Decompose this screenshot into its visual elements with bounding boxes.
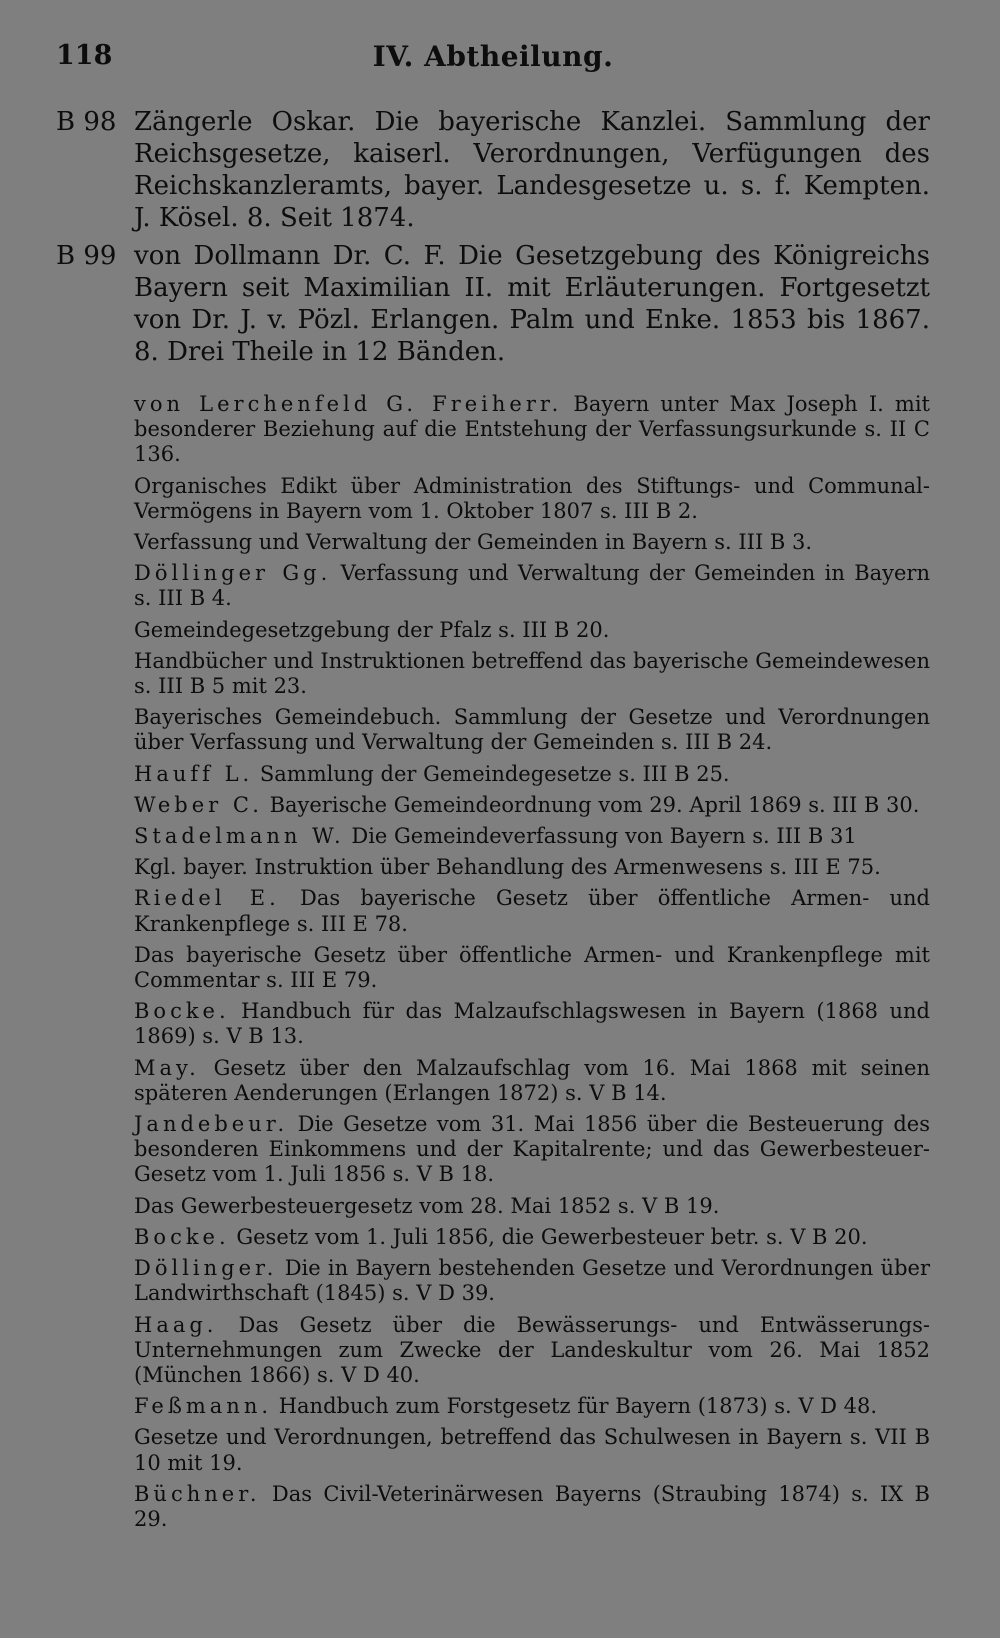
reference-text: Bayerische Gemeindeordnung vom 29. April 1869 s. III B 30. [262,792,920,817]
reference-author: Bocke. [134,1224,230,1249]
reference-text: Handbuch zum Forstgesetz für Bayern (1873) s. V D 48. [272,1394,878,1419]
entry-text: Die bayerische Kanzlei. Sammlung der Reichsgesetze, kaiserl. Verordnungen, Verfügungen des Reichskanzleramts, bayer. Landesgesetze u. s. f. Kempten. J. Kösel. 8. Seit 1874. [134,107,930,233]
reference-author: May. [134,1055,200,1080]
reference-item [134,1394,930,1419]
reference-text: Das Civil-Veterinärwesen Bayerns (Straubing 1874) s. IX B 29. [134,1481,930,1531]
reference-text: Gesetz vom 1. Juli 1856, die Gewerbesteuer betr. s. V B 20. [229,1224,868,1249]
catalog-entry [56,240,930,368]
section-title: IV. Abtheilung. [372,40,614,73]
reference-author: Stadelmann W. [134,824,345,849]
reference-author: Döllinger. [134,1256,278,1281]
reference-item [134,1425,930,1475]
reference-text: Gemeindegesetzgebung der Pfalz s. III B 20. [134,617,610,642]
reference-item [134,474,930,524]
reference-author: von Lerchenfeld G. Freiherr. [134,392,563,416]
reference-item [134,762,930,787]
entry-author: Zängerle Oskar. [134,107,356,137]
entry-text: Die Gesetzgebung des Königreichs Bayern seit Maximilian II. mit Erläuterungen. Fortgesetzt von Dr. J. v. Pözl. Erlangen. Palm und Enke. 1853 bis 1867. 8. Drei Theile in 12 Bänden. [134,241,930,367]
entry-code: B 98 [56,107,117,137]
reference-item [134,1225,930,1250]
reference-text: Organisches Edikt über Administration des Stiftungs- und Communal-Vermögens in Bayern vom 1. Oktober 1807 s. III B 2. [134,473,930,523]
reference-author: Hauff L. [134,761,254,786]
catalog-entries [56,106,930,374]
reference-text: Das Gewerbesteuergesetz vom 28. Mai 1852 s. V B 19. [134,1193,720,1218]
reference-text: Gesetz über den Malzaufschlag vom 16. Mai 1868 mit seinen späteren Aenderungen (Erlangen 1872) s. V B 14. [134,1055,930,1105]
reference-item [134,649,930,699]
reference-item [134,1056,930,1106]
reference-author: Riedel E. [134,886,280,911]
entry-code: B 99 [56,241,117,271]
entry-body [134,240,930,368]
reference-text: Das bayerische Gesetz über öffentliche Armen- und Krankenpflege s. III E 78. [134,886,930,936]
reference-text: Das bayerische Gesetz über öffentliche Armen- und Krankenpflege mit Commentar s. III E 79. [134,942,930,993]
reference-item [134,530,930,555]
reference-item [134,855,930,880]
reference-item [134,618,930,643]
reference-text: Die in Bayern bestehenden Gesetze und Verordnungen über Landwirthschaft (1845) s. V D 39. [134,1256,930,1306]
reference-author: Bocke. [134,999,230,1024]
reference-text: Verfassung und Verwaltung der Gemeinden in Bayern s. III B 3. [134,530,813,555]
reference-author: Feßmann. [134,1394,273,1419]
reference-item [134,943,930,993]
page-number: 118 [56,40,113,71]
cross-references [134,392,930,1538]
reference-item [134,1194,930,1219]
reference-text: Gesetze und Verordnungen, betreffend das Schulwesen in Bayern s. VII B 10 mit 19. [134,1425,930,1475]
reference-text: Handbuch für das Malzaufschlagswesen in Bayern (1868 und 1869) s. V B 13. [134,999,930,1049]
reference-text: Bayerisches Gemeindebuch. Sammlung der Gesetze und Verordnungen über Verfassung und Verwaltung der Gemeinden s. III B 24. [134,705,930,755]
reference-item [134,886,930,936]
reference-item [134,1256,930,1306]
reference-item [134,793,930,818]
reference-text: Die Gemeindeverfassung von Bayern s. III B 31 [344,824,857,849]
reference-text: Verfassung und Verwaltung der Gemeinden in Bayern s. III B 4. [134,561,930,611]
reference-text: Sammlung der Gemeindegesetze s. III B 25. [253,761,730,786]
reference-item [134,824,930,849]
reference-item [134,999,930,1049]
reference-author: Weber C. [134,792,263,817]
reference-item [134,392,930,468]
reference-text: Bayern unter Max Joseph I. mit besonderer Beziehung auf die Entstehung der Verfassungsurkunde s. II C 136. [134,392,930,467]
reference-text: Handbücher und Instruktionen betreffend das bayerische Gemeindewesen s. III B 5 mit 23. [134,648,930,699]
reference-item [134,705,930,755]
reference-author: Döllinger Gg. [134,561,332,586]
reference-item [134,1112,930,1188]
reference-item [134,1482,930,1532]
reference-text: Kgl. bayer. Instruktion über Behandlung des Armenwesens s. III E 75. [134,855,881,880]
catalog-entry [56,106,930,234]
entry-author: von Dollmann Dr. C. F. [134,241,446,271]
reference-author: Büchner. [134,1481,261,1506]
reference-author: Jandebeur. [134,1112,289,1137]
reference-item [134,561,930,611]
page-header [56,40,930,80]
reference-text: Das Gesetz über die Bewässerungs- und Entwässerungs-Unternehmungen zum Zwecke der Landeskultur vom 26. Mai 1852 (München 1866) s. V D 40. [134,1312,930,1387]
entry-body [134,106,930,234]
reference-author: Haag. [134,1312,218,1337]
reference-item [134,1313,930,1389]
reference-text: Die Gesetze vom 31. Mai 1856 über die Besteuerung des besonderen Einkommens und der Kapitalrente; und das Gewerbesteuer-Gesetz vom 1. Juli 1856 s. V B 18. [134,1112,930,1187]
